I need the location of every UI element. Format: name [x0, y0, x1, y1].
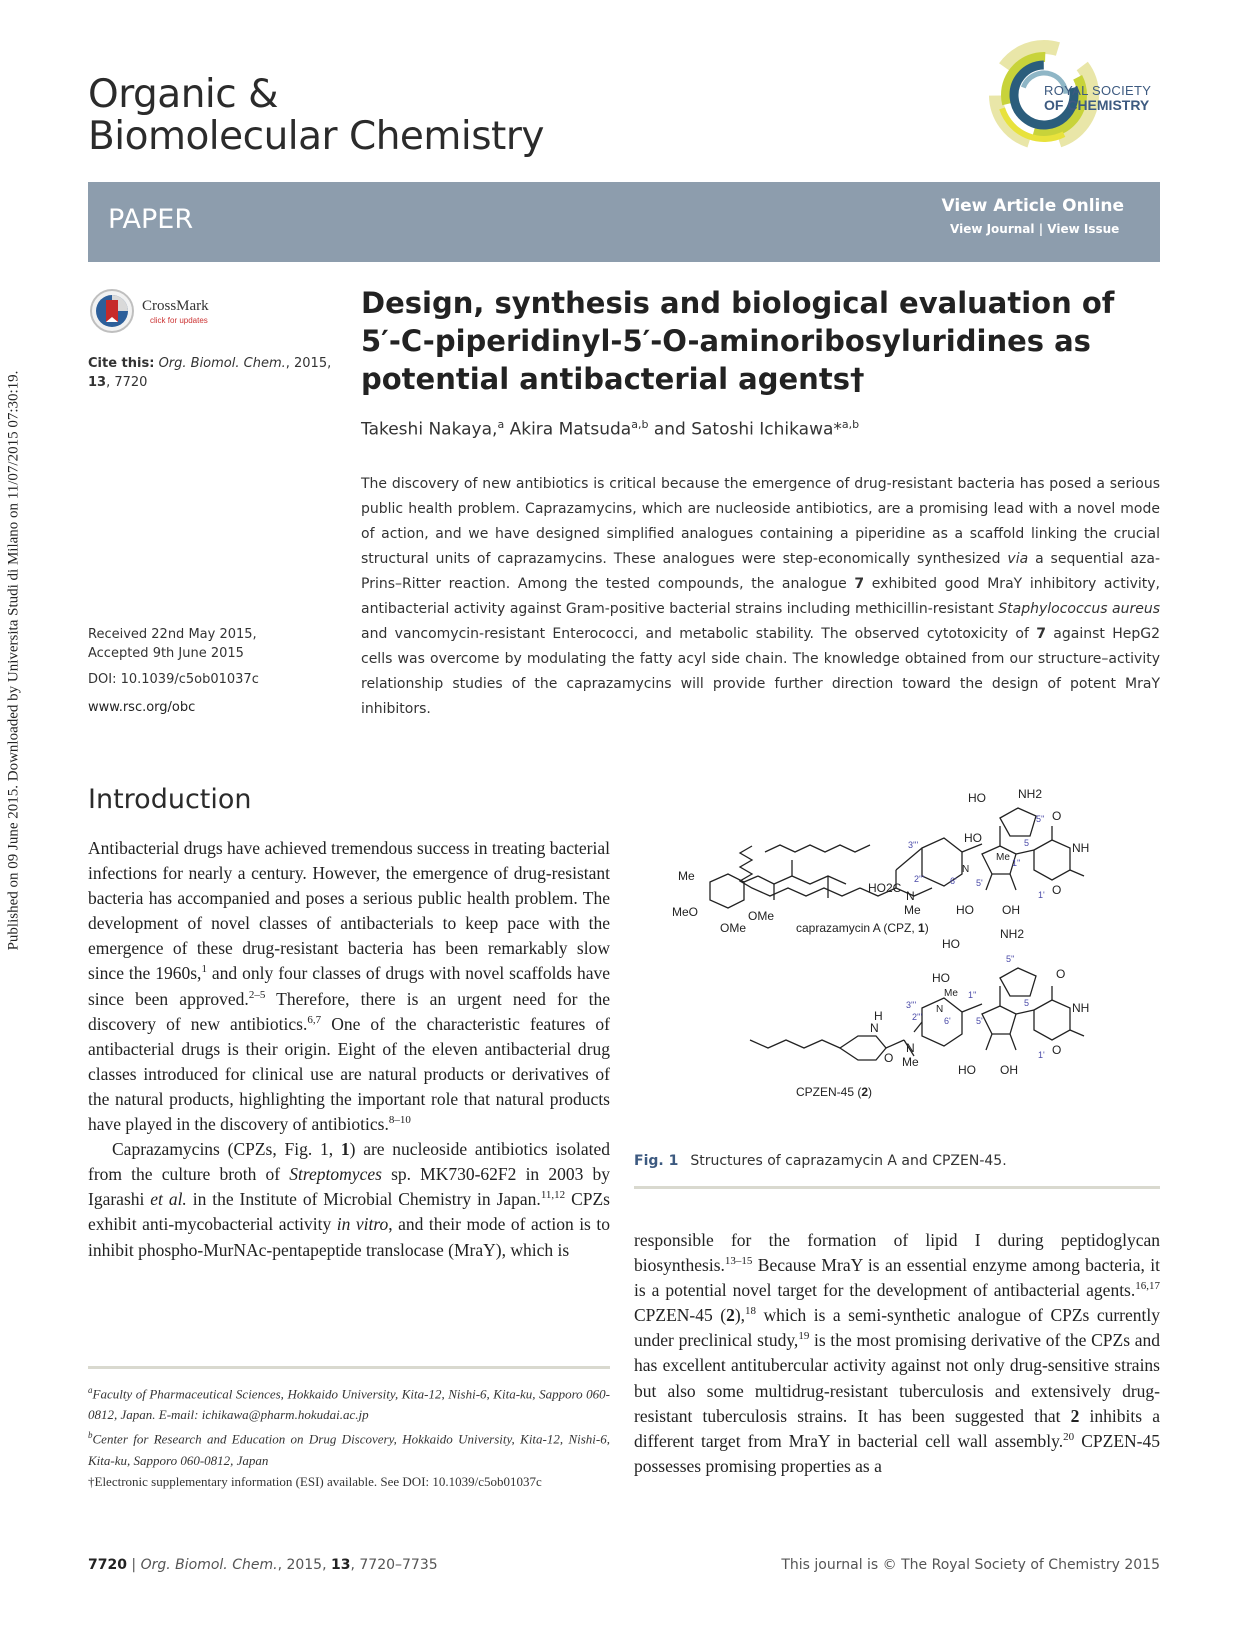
abstract-text: against HepG2 cells was overcome by modulating the fatty acyl side chain. The knowledge obtained from our structure–activity relationship studies of the caprazamycins will provide further direction toward the design of potent MraY inhibitors.: [361, 626, 1160, 717]
reference-link[interactable]: 2–5: [248, 988, 266, 1001]
footer-pages: , 7720–7735: [350, 1557, 438, 1573]
abstract: [361, 472, 1160, 722]
atom-label: HO: [958, 1063, 976, 1077]
atom-label: OMe: [720, 921, 747, 935]
abstract-text: and vancomycin-resistant Enterococci, and metabolic stability. The observed cytotoxicity of: [361, 626, 1037, 642]
title-line3: potential antibacterial agents†: [361, 362, 865, 396]
atom-label: 6': [944, 1016, 951, 1026]
article-type: PAPER: [108, 204, 194, 235]
footer-citation: [88, 1557, 438, 1573]
atom-label: Me: [904, 903, 921, 917]
body-text: CPZs exhibit anti-mycobacterial activity: [88, 1189, 610, 1235]
atom-label: 5': [976, 1016, 983, 1026]
cite-journal: Org. Biomol. Chem.: [158, 356, 286, 371]
accepted-date: Accepted 9th June 2015: [88, 646, 244, 661]
atom-label: NH: [1072, 841, 1090, 855]
body-text: sp. MK730-62F2 in 2003 by Igarashi: [88, 1164, 610, 1210]
body-text: which is a semi-synthetic analogue of CPZs currently under preclinical study,: [634, 1305, 1160, 1351]
reference-link[interactable]: 19: [798, 1330, 810, 1343]
reference-link[interactable]: 13–15: [724, 1255, 753, 1268]
journal-title-line2: Biomolecular Chemistry: [88, 114, 544, 159]
atom-label: H: [874, 1009, 883, 1023]
atom-label: O: [1052, 809, 1062, 823]
atom-label: HO: [964, 831, 982, 845]
atom-label: OMe: [748, 909, 775, 923]
atom-label: Me: [944, 988, 958, 999]
page-footer: [88, 1557, 1160, 1577]
cite-label: Cite this:: [88, 356, 155, 371]
reference-link[interactable]: 18: [745, 1305, 757, 1318]
abstract-italic: via: [1007, 551, 1029, 567]
abstract-text: exhibited good MraY inhibitory activity, antibacterial activity against Gram-positive bacterial strains including methicillin-resistant: [361, 576, 1160, 617]
atom-label: HO2C: [868, 881, 902, 895]
cite-page: , 7720: [106, 375, 148, 390]
atom-label: MeO: [672, 905, 699, 919]
atom-label: Me: [996, 852, 1010, 863]
atom-label: 2''': [914, 874, 925, 884]
atom-label: NH2: [1000, 927, 1025, 941]
structure-2-labels: [796, 927, 1089, 1099]
download-stamp: [4, 330, 24, 990]
atom-label: 5': [976, 878, 983, 888]
paragraph: [634, 1228, 1160, 1479]
citation-block: [88, 354, 338, 392]
atom-label: 1': [1038, 1050, 1045, 1060]
banner-separator: |: [1038, 222, 1044, 236]
reference-link[interactable]: 16,17: [1135, 1280, 1160, 1293]
atom-label: O: [1052, 883, 1062, 897]
banner-sub-links: [950, 222, 1119, 236]
abstract-text: a sequential aza-Prins–Ritter reaction. Among the tested compounds, the analogue: [361, 551, 1160, 592]
atom-label: Me: [678, 869, 695, 883]
body-text: CPZEN-45 possesses promising properties as a: [634, 1430, 1160, 1476]
footer-copyright: This journal is © The Royal Society of Chemistry 2015: [781, 1557, 1160, 1573]
download-stamp-text: Published on 09 June 2015. Downloaded by Universita Studi di Milano on 11/07/2015 07:30:19.: [5, 370, 22, 950]
body-text: One of the characteristic features of antibacterial drugs is their origin. Eight of the eleven antibacterial drug classes introduced for clinical use are natural products or derivatives of the natural products, highlighting the important role that natural products have played in the discovery of antibiotics.: [88, 1013, 610, 1135]
paragraph: [88, 1137, 610, 1262]
article-title: [361, 284, 1151, 398]
footer-volume: 13: [331, 1557, 351, 1573]
body-text: Antibacterial drugs have achieved tremendous success in treating bacterial infections for nearly a century. However, the emergence of drug-resistant bacteria has accompanied and poses a serious public health problem. The development of novel classes of antibacterials to keep pace with the emergence of these drug-resistant bacteria has been remarkably slow since the 1960s,: [88, 838, 610, 984]
atom-label: HO: [932, 971, 950, 985]
atom-label: 5: [1024, 838, 1030, 848]
rsc-wordmark: [1044, 84, 1151, 112]
footnote-esi: †Electronic supplementary information (ESI) available. See DOI: 10.1039/c5ob01037c: [88, 1473, 542, 1489]
atom-label: 5'': [1006, 954, 1015, 964]
figure-1-caption: [634, 1153, 1007, 1169]
body-text: , and their mode of action is to inhibit phospho-MurNAc-pentapeptide translocase (MraY), which is: [88, 1214, 610, 1260]
doi: DOI: 10.1039/c5ob01037c: [88, 672, 259, 687]
compound-number: 7: [1036, 626, 1046, 642]
compound-1-name: caprazamycin A (CPZ,: [796, 921, 919, 935]
atom-label: HO: [942, 937, 960, 951]
compound-number: 7: [854, 576, 865, 592]
author-name: and Satoshi Ichikawa*: [648, 419, 842, 440]
compound-1-label: [796, 921, 929, 935]
compound-2-label: [796, 1085, 872, 1099]
title-line1: Design, synthesis and biological evaluation of: [361, 286, 1115, 320]
journal-title: [88, 74, 544, 158]
view-article-online-link[interactable]: View Article Online: [941, 196, 1124, 216]
atom-label: HO: [956, 903, 974, 917]
atom-label: 5: [1024, 998, 1030, 1008]
atom-label: 3''': [906, 1000, 917, 1010]
footnote-text: Faculty of Pharmaceutical Sciences, Hokkaido University, Kita-12, Nishi-6, Kita-ku, Sapporo 060-0812, Japan. E-mail: ichikawa@pharm.hokudai.ac.jp: [88, 1386, 610, 1423]
atom-label: 2''': [912, 1012, 923, 1022]
section-heading-introduction: Introduction: [88, 784, 252, 815]
atom-label: O: [884, 1051, 894, 1065]
body-text: ),: [734, 1305, 746, 1326]
body-text: responsible for the formation of lipid I during peptidoglycan biosynthesis.: [634, 1230, 1160, 1276]
rsc-wordmark-line2: OF CHEMISTRY: [1044, 97, 1150, 113]
journal-title-line1: Organic &: [88, 72, 279, 117]
abstract-text: The discovery of new antibiotics is critical because the emergence of drug-resistant bacteria has posed a serious public health problem. Caprazamycins, which are nucleoside antibiotics, are a promising lead with a novel mode of action, and we have designed simplified analogues containing a piperidine as a scaffold linking the crucial structural units of caprazamycins. These analogues were step-economically synthesized: [361, 476, 1160, 567]
figure-caption-text: Structures of caprazamycin A and CPZEN-45.: [690, 1153, 1007, 1169]
body-text: Therefore, there is an urgent need for the discovery of new antibiotics.: [88, 988, 610, 1034]
footer-year: , 2015,: [277, 1557, 331, 1573]
footnote-divider: [88, 1366, 610, 1369]
body-italic: et al.: [150, 1189, 187, 1210]
compound-number: 2: [726, 1305, 735, 1326]
page-number: 7720: [88, 1557, 127, 1573]
journal-url-link[interactable]: www.rsc.org/obc: [88, 700, 196, 715]
cite-year: , 2015,: [285, 356, 332, 371]
body-text: and only four classes of drugs with novel scaffolds have since been approved.: [88, 963, 610, 1009]
compound-1-close: ): [924, 921, 929, 935]
footnotes: [88, 1380, 610, 1492]
reference-link[interactable]: 20: [1063, 1430, 1075, 1443]
body-italic: in vitro: [336, 1214, 389, 1235]
atom-label: 1'': [968, 990, 977, 1000]
atom-label: NH: [1072, 1001, 1090, 1015]
atom-label: Me: [902, 1055, 919, 1069]
compound-1-number: 1: [918, 921, 925, 935]
compound-number: 1: [340, 1139, 350, 1160]
received-date: Received 22nd May 2015,: [88, 627, 257, 642]
body-text: Because MraY is an essential enzyme among bacteria, it is a potential novel target for the development of antibacterial agents.: [634, 1255, 1160, 1301]
footnote-marker: b: [88, 1430, 93, 1441]
atom-label: O: [1056, 967, 1066, 981]
author-name: Takeshi Nakaya,: [361, 419, 498, 440]
author-affiliation: a,b: [841, 418, 860, 431]
rsc-wordmark-line1: ROYAL SOCIETY: [1044, 83, 1152, 98]
atom-label: 6': [950, 876, 957, 886]
footnote-affiliation-a: [88, 1380, 610, 1425]
atom-label: 5'': [1036, 814, 1045, 824]
cite-volume: 13: [88, 375, 107, 390]
view-journal-link[interactable]: View Journal: [950, 222, 1035, 236]
body-column-right: [634, 1228, 1160, 1479]
view-issue-link[interactable]: View Issue: [1047, 222, 1120, 236]
atom-label: NH2: [1018, 787, 1043, 801]
compound-2-name: CPZEN-45 (: [796, 1085, 862, 1099]
reference-link[interactable]: 8–10: [388, 1114, 411, 1127]
atom-label: 3''': [908, 840, 919, 850]
atom-label: N: [936, 1004, 944, 1015]
article-type-banner: [88, 182, 1160, 262]
footer-journal: Org. Biomol. Chem.: [140, 1557, 278, 1573]
figure-label: Fig. 1: [634, 1153, 679, 1169]
reference-link[interactable]: 11,12: [540, 1189, 566, 1202]
atom-label: OH: [1002, 903, 1020, 917]
reference-link[interactable]: 1: [201, 963, 207, 976]
author-name: Akira Matsuda: [504, 419, 632, 440]
atom-label: N: [962, 864, 970, 875]
compound-2-close: ): [868, 1085, 873, 1099]
footnote-affiliation-b: [88, 1425, 610, 1470]
figure-divider: [634, 1186, 1160, 1189]
atom-label: 1': [1038, 890, 1045, 900]
atom-label: 1'': [1012, 858, 1021, 868]
title-line2: 5′-C-piperidinyl-5′-O-aminoribosyluridines as: [361, 324, 1091, 358]
footnote-marker: a: [88, 1385, 93, 1395]
atom-label: O: [1052, 1043, 1062, 1057]
crossmark-sublabel[interactable]: click for updates: [150, 316, 208, 325]
atom-label: OH: [1000, 1063, 1018, 1077]
structure-1-labels: [672, 787, 1089, 935]
body-text: inhibits a different target from MraY in bacterial cell wall assembly.: [634, 1405, 1161, 1451]
reference-link[interactable]: 6,7: [307, 1013, 322, 1026]
author-list: [361, 418, 859, 440]
abstract-italic: Staphylococcus aureus: [998, 601, 1161, 617]
body-text: ) are nucleoside antibiotics isolated from the culture broth of: [88, 1139, 610, 1185]
footnote-text: Center for Research and Education on Drug Discovery, Hokkaido University, Kita-12, Nishi-6, Kita-ku, Sapporo 060-0812, Japan: [88, 1431, 610, 1468]
atom-label: HO: [968, 791, 986, 805]
compound-2-number: 2: [861, 1085, 869, 1099]
compound-number: 2: [1070, 1405, 1080, 1426]
body-text: in the Institute of Microbial Chemistry in Japan.: [186, 1189, 541, 1210]
author-affiliation: a,b: [631, 418, 649, 431]
footer-separator: |: [131, 1557, 137, 1573]
crossmark-label[interactable]: CrossMark: [142, 298, 209, 314]
body-text: is the most promising derivative of the CPZs and has excellent antitubercular activity against not only drug-sensitive strains but also some multidrug-resistant tuberculosis and extensively drug-resistant tuberculosis strains. It has been suggested that: [634, 1330, 1161, 1426]
atom-label: N: [870, 1021, 879, 1035]
author-affiliation: a: [497, 418, 505, 431]
atom-label: N: [906, 1041, 915, 1055]
paragraph: [88, 836, 610, 1137]
body-column-left: [88, 836, 610, 1263]
body-italic: Streptomyces: [289, 1164, 382, 1185]
body-text: CPZEN-45 (: [634, 1305, 727, 1326]
body-text: Caprazamycins (CPZs, Fig. 1,: [112, 1139, 341, 1160]
atom-label: N: [906, 889, 915, 903]
figure-1-structures: [672, 787, 1170, 1145]
article-metadata: [88, 625, 348, 717]
